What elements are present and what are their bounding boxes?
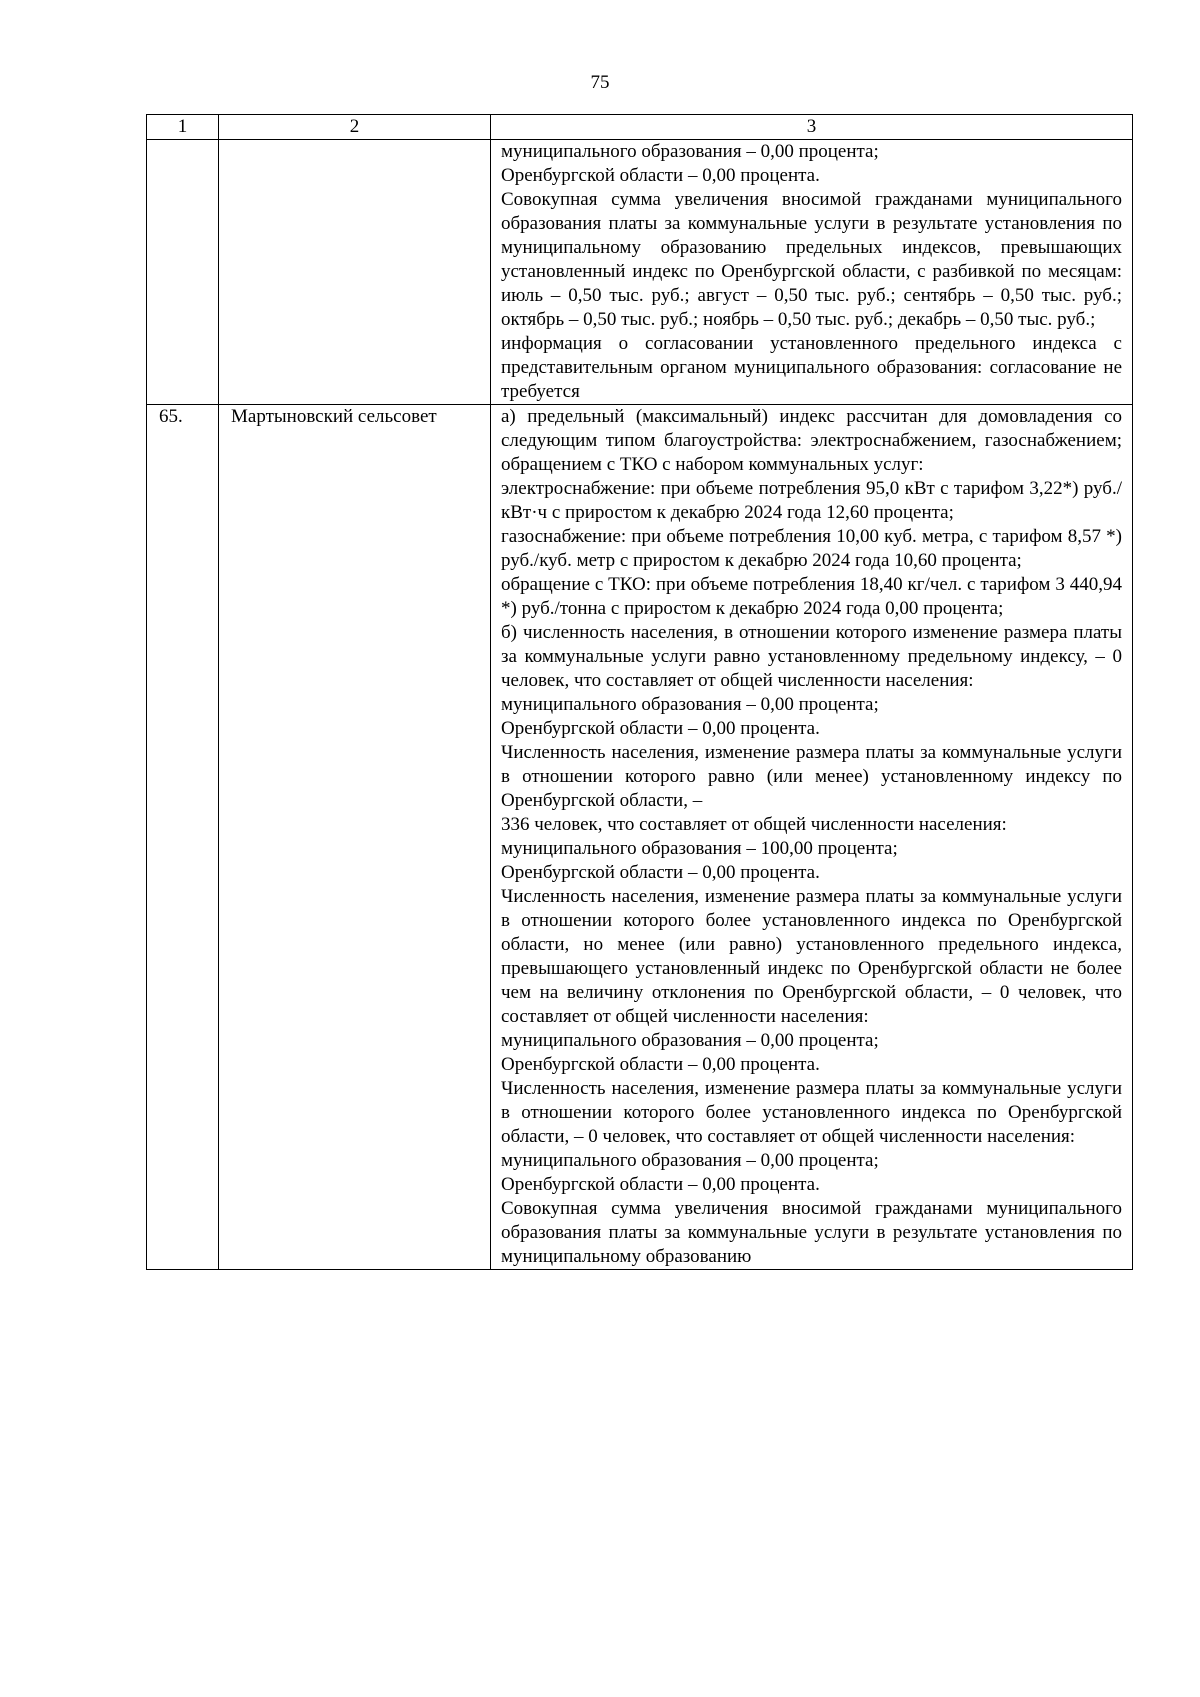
text-paragraph: а) предельный (максимальный) индекс рассчитан для домовладения со следующим типом благоустройства: электроснабжением, газоснабжением; обращением с ТКО с набором коммунальных услуг: — [501, 406, 1122, 475]
column-header-1: 1 — [147, 115, 219, 140]
text-line: Оренбургской области – 0,00 процента. — [501, 862, 820, 883]
table-row — [147, 405, 1133, 1270]
text-line: Оренбургской области – 0,00 процента. — [501, 165, 820, 186]
text-line: Оренбургской области – 0,00 процента. — [501, 1054, 820, 1075]
continuation-content-cell — [491, 140, 1133, 405]
text-paragraph: электроснабжение: при объеме потребления 95,0 кВт с тарифом 3,22*) руб./кВт·ч с приростом к декабрю 2024 года 12,60 процента; — [501, 478, 1122, 523]
municipality-name: Мартыновский сельсовет — [219, 405, 491, 1270]
text-paragraph: Численность населения, изменение размера платы за коммунальные услуги в отношении которого равно (или менее) установленному индексу по Оренбургской области, – — [501, 742, 1122, 811]
continuation-number-cell — [147, 140, 219, 405]
column-header-2: 2 — [219, 115, 491, 140]
text-line: муниципального образования – 0,00 процента; — [501, 1150, 879, 1171]
column-header-3: 3 — [491, 115, 1133, 140]
row-content-cell — [491, 405, 1133, 1270]
continuation-name-cell — [219, 140, 491, 405]
text-paragraph: Совокупная сумма увеличения вносимой гражданами муниципального образования платы за коммунальные услуги в результате установления по муниципальному образованию предельных индексов, превышающих установленный индекс по Оренбургской области, с разбивкой по месяцам: июль – 0,50 тыс. руб.; август – 0,50 тыс. руб.; сентябрь – 0,50 тыс. руб.; октябрь – 0,50 тыс. руб.; ноябрь – 0,50 тыс. руб.; декабрь – 0,50 тыс. руб.; — [501, 189, 1122, 330]
text-paragraph: информация о согласовании установленного предельного индекса с представительным органом муниципального образования: согласование не требуется — [501, 333, 1122, 402]
text-line: муниципального образования – 0,00 процента; — [501, 694, 879, 715]
text-line: Оренбургской области – 0,00 процента. — [501, 718, 820, 739]
text-line: Оренбургской области – 0,00 процента. — [501, 1174, 820, 1195]
indices-table — [146, 114, 1133, 1270]
text-line: муниципального образования – 100,00 процента; — [501, 838, 898, 859]
row-number: 65. — [147, 405, 219, 1270]
page-number: 75 — [590, 72, 610, 93]
text-paragraph: обращение с ТКО: при объеме потребления 18,40 кг/чел. с тарифом 3 440,94 *) руб./тонна с приростом к декабрю 2024 года 0,00 процента; — [501, 574, 1122, 619]
text-paragraph: Численность населения, изменение размера платы за коммунальные услуги в отношении которого более установленного индекса по Оренбургской области, – 0 человек, что составляет от общей численности населения: — [501, 1078, 1122, 1147]
text-paragraph: Численность населения, изменение размера платы за коммунальные услуги в отношении которого более установленного индекса по Оренбургской области, но менее (или равно) установленного предельного индекса, превышающего установленный индекс по Оренбургской области не более чем на величину отклонения по Оренбургской области, – 0 человек, что составляет от общей численности населения: — [501, 886, 1122, 1027]
text-paragraph: б) численность населения, в отношении которого изменение размера платы за коммунальные услуги равно установленному предельному индексу, – 0 человек, что составляет от общей численности населения: — [501, 622, 1122, 691]
text-paragraph: Совокупная сумма увеличения вносимой гражданами муниципального образования платы за коммунальные услуги в результате установления по муниципальному образованию — [501, 1198, 1122, 1267]
text-line: муниципального образования – 0,00 процента; — [501, 1030, 879, 1051]
text-paragraph: газоснабжение: при объеме потребления 10,00 куб. метра, с тарифом 8,57 *) руб./куб. метр с приростом к декабрю 2024 года 10,60 процента; — [501, 526, 1122, 571]
table-row-continuation — [147, 140, 1133, 405]
text-line: муниципального образования – 0,00 процента; — [501, 141, 879, 162]
text-line: 336 человек, что составляет от общей численности населения: — [501, 814, 1007, 835]
table-header-row — [147, 115, 1133, 140]
